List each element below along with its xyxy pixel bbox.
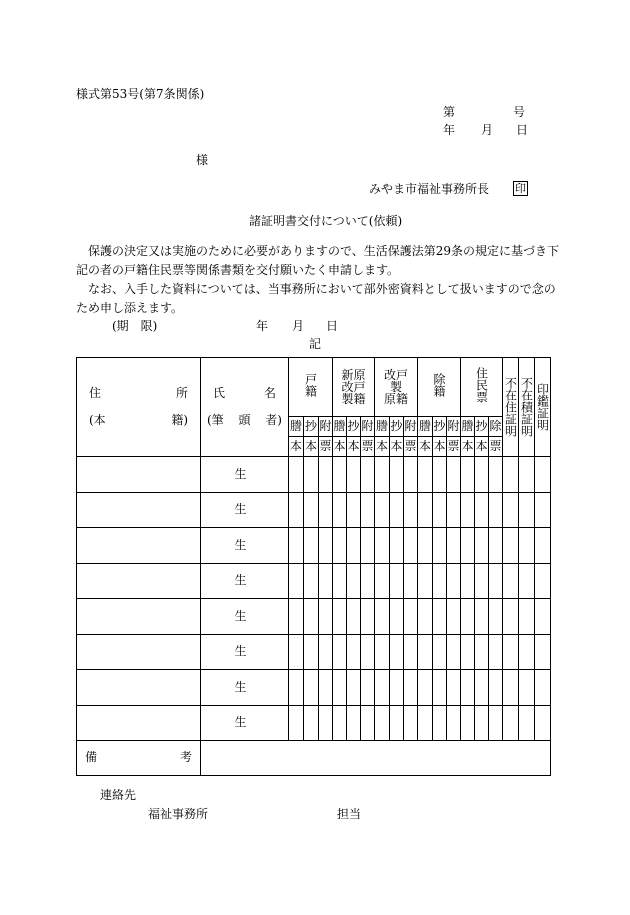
check-cell[interactable] [404,563,418,599]
check-cell[interactable] [503,457,519,493]
check-cell[interactable] [347,705,361,741]
table-row [77,634,551,670]
remarks-label: 備 考 [77,741,201,776]
check-cell[interactable] [390,705,404,741]
check-cell[interactable] [390,670,404,706]
date-day: 日 [516,123,529,137]
check-cell[interactable] [489,563,503,599]
check-cell[interactable] [347,563,361,599]
deadline-day: 日 [326,319,339,333]
check-cell[interactable] [489,705,503,741]
check-cell[interactable] [289,563,304,599]
check-cell[interactable] [519,492,535,528]
doc-no-suffix: 号 [513,105,526,119]
address-cell[interactable] [77,599,201,635]
check-cell[interactable] [404,599,418,635]
check-cell[interactable] [475,528,489,564]
check-cell[interactable] [489,634,503,670]
check-cell[interactable] [404,528,418,564]
check-cell[interactable] [519,599,535,635]
sub-header: 附 [447,417,461,437]
check-cell[interactable] [289,670,304,706]
check-cell[interactable] [461,457,475,493]
document-title: 諸証明書交付について(依頼) [249,214,403,228]
check-cell[interactable] [447,492,461,528]
check-cell[interactable] [461,670,475,706]
check-cell[interactable] [375,457,390,493]
birth-mark: 生 [234,502,247,517]
check-cell[interactable] [390,492,404,528]
check-cell[interactable] [418,599,433,635]
check-cell[interactable] [375,599,390,635]
check-cell[interactable] [418,634,433,670]
contact-office: 福祉事務所 [148,807,209,821]
table-row [77,457,551,493]
joseki-header: 除籍 [418,358,461,417]
check-cell[interactable] [475,670,489,706]
name-header: 氏 名 (筆 頭 者) [201,358,289,457]
check-cell[interactable] [319,457,333,493]
check-cell[interactable] [375,528,390,564]
check-cell[interactable] [418,492,433,528]
check-cell[interactable] [535,457,551,493]
seal-mark: 印 [515,182,526,195]
check-cell[interactable] [404,492,418,528]
check-cell[interactable] [418,457,433,493]
check-cell[interactable] [319,634,333,670]
date-year: 年 [443,123,456,137]
check-cell[interactable] [489,457,503,493]
check-cell[interactable] [447,599,461,635]
check-cell[interactable] [390,528,404,564]
check-cell[interactable] [433,563,447,599]
sub-header: 謄 [289,417,304,437]
birth-mark: 生 [234,644,247,659]
name-cell[interactable] [201,492,289,528]
check-cell[interactable] [519,670,535,706]
contact-tanto: 担当 [337,807,362,821]
sub-header: 謄 [333,417,347,437]
check-cell[interactable] [333,634,347,670]
table-row [77,563,551,599]
check-cell[interactable] [418,563,433,599]
sub-header: 謄 [418,417,433,437]
table-row [77,492,551,528]
date-month: 月 [481,123,494,137]
check-cell[interactable] [433,705,447,741]
check-cell[interactable] [361,599,375,635]
sub-header: 謄 [461,417,475,437]
name-cell[interactable] [201,563,289,599]
check-cell[interactable] [333,599,347,635]
check-cell[interactable] [461,563,475,599]
birth-mark: 生 [234,679,247,694]
check-cell[interactable] [503,563,519,599]
sub-header: 謄 [375,417,390,437]
check-cell[interactable] [503,634,519,670]
sub-header: 票 [319,437,333,457]
check-cell[interactable] [319,492,333,528]
name-cell[interactable] [201,599,289,635]
sub-header: 本 [304,437,319,457]
check-cell[interactable] [333,563,347,599]
check-cell[interactable] [489,492,503,528]
deadline-month: 月 [292,319,305,333]
check-cell[interactable] [475,634,489,670]
check-cell[interactable] [535,599,551,635]
check-cell[interactable] [461,528,475,564]
form-number: 様式第53号(第7条関係) [76,87,205,101]
kaisei-header: 改戸 製 原籍 [375,358,418,417]
check-cell[interactable] [375,563,390,599]
check-cell[interactable] [333,705,347,741]
deadline-year: 年 [256,319,269,333]
sub-header: 本 [418,437,433,457]
check-cell[interactable] [519,563,535,599]
check-cell[interactable] [475,563,489,599]
check-cell[interactable] [475,457,489,493]
check-cell[interactable] [489,670,503,706]
birth-mark: 生 [234,537,247,552]
check-cell[interactable] [289,599,304,635]
name-cell[interactable] [201,457,289,493]
check-cell[interactable] [333,670,347,706]
check-cell[interactable] [475,492,489,528]
check-cell[interactable] [361,670,375,706]
check-cell[interactable] [333,528,347,564]
check-cell[interactable] [433,670,447,706]
check-cell[interactable] [519,528,535,564]
check-cell[interactable] [503,705,519,741]
check-cell[interactable] [304,670,319,706]
check-cell[interactable] [418,670,433,706]
address-header: 住 所 (本 籍) [77,358,201,457]
check-cell[interactable] [375,705,390,741]
check-cell[interactable] [418,705,433,741]
check-cell[interactable] [433,599,447,635]
addressee-suffix: 様 [196,153,209,167]
check-cell[interactable] [289,457,304,493]
sub-header: 附 [404,417,418,437]
check-cell[interactable] [289,705,304,741]
check-cell[interactable] [304,634,319,670]
name-cell[interactable] [201,670,289,706]
table-row [77,670,551,706]
check-cell[interactable] [503,599,519,635]
check-cell[interactable] [489,599,503,635]
check-cell[interactable] [375,670,390,706]
check-cell[interactable] [319,670,333,706]
check-cell[interactable] [404,457,418,493]
table-row [77,599,551,635]
check-cell[interactable] [390,563,404,599]
sub-header: 本 [289,437,304,457]
check-cell[interactable] [447,457,461,493]
check-cell[interactable] [390,599,404,635]
sub-header: 本 [390,437,404,457]
paragraph-1-line-1: 保護の決定又は実施のために必要がありますので、生活保護法第29条の規定に基づき下 [88,244,560,258]
check-cell[interactable] [535,634,551,670]
check-cell[interactable] [461,492,475,528]
check-cell[interactable] [347,634,361,670]
name-cell[interactable] [201,705,289,741]
check-cell[interactable] [304,563,319,599]
check-cell[interactable] [361,563,375,599]
sub-header: 本 [475,437,489,457]
juminhyo-header: 住民票 [461,358,503,417]
check-cell[interactable] [535,563,551,599]
check-cell[interactable] [304,705,319,741]
check-cell[interactable] [361,528,375,564]
inkan-header: 印鑑証明 [535,358,551,457]
check-cell[interactable] [535,705,551,741]
birth-mark: 生 [234,715,247,730]
address-cell[interactable] [77,634,201,670]
check-cell[interactable] [433,634,447,670]
check-cell[interactable] [489,528,503,564]
check-cell[interactable] [347,492,361,528]
check-cell[interactable] [347,599,361,635]
paragraph-2-line-1: なお、入手した資料については、当事務所において部外密資料として扱いますので念の [88,282,556,296]
fuzai-seki-header: 不在積証明 [519,358,535,457]
check-cell[interactable] [361,634,375,670]
check-cell[interactable] [333,457,347,493]
check-cell[interactable] [404,634,418,670]
check-cell[interactable] [304,599,319,635]
check-cell[interactable] [375,634,390,670]
check-cell[interactable] [503,492,519,528]
sub-header: 本 [433,437,447,457]
fuzai-juusho-header: 不在住証明 [503,358,519,457]
birth-mark: 生 [234,608,247,623]
check-cell[interactable] [535,528,551,564]
check-cell[interactable] [447,634,461,670]
contact-label: 連絡先 [100,788,137,802]
check-cell[interactable] [361,492,375,528]
address-cell[interactable] [77,457,201,493]
check-cell[interactable] [347,670,361,706]
table-row [77,705,551,741]
check-cell[interactable] [519,457,535,493]
check-cell[interactable] [333,492,347,528]
check-cell[interactable] [347,528,361,564]
check-cell[interactable] [535,670,551,706]
check-cell[interactable] [461,634,475,670]
deadline-label: (期 限) [112,319,158,333]
check-cell[interactable] [390,457,404,493]
check-cell[interactable] [289,528,304,564]
sub-header: 本 [375,437,390,457]
check-cell[interactable] [347,457,361,493]
check-cell[interactable] [418,528,433,564]
shingen-header: 新原 改戸 製籍 [333,358,375,417]
check-cell[interactable] [361,457,375,493]
check-cell[interactable] [475,705,489,741]
certificate-table [76,357,551,776]
sender-name: みやま市福祉事務所長 [369,182,490,196]
check-cell[interactable] [519,634,535,670]
sub-header: 本 [461,437,475,457]
check-cell[interactable] [304,492,319,528]
check-cell[interactable] [461,705,475,741]
sub-header: 抄 [347,417,361,437]
birth-mark: 生 [234,573,247,588]
sub-header: 除 [489,417,503,437]
check-cell[interactable] [361,705,375,741]
check-cell[interactable] [447,705,461,741]
name-cell[interactable] [201,528,289,564]
sub-header: 本 [347,437,361,457]
address-cell[interactable] [77,492,201,528]
paragraph-1-line-2: 記の者の戸籍住民票等関係書類を交付願いたく申請します。 [76,263,400,277]
koseki-header: 戸籍 [289,358,333,417]
sub-header: 本 [333,437,347,457]
sub-header: 抄 [433,417,447,437]
address-cell[interactable] [77,528,201,564]
check-cell[interactable] [433,457,447,493]
birth-mark: 生 [234,466,247,481]
sub-header: 票 [489,437,503,457]
name-cell[interactable] [201,634,289,670]
check-cell[interactable] [319,563,333,599]
paragraph-2-line-2: ため申し添えます。 [76,301,184,315]
address-cell[interactable] [77,563,201,599]
sub-header: 票 [361,437,375,457]
address-cell[interactable] [77,705,201,741]
check-cell[interactable] [433,528,447,564]
sub-header: 抄 [475,417,489,437]
check-cell[interactable] [447,670,461,706]
check-cell[interactable] [433,492,447,528]
check-cell[interactable] [319,705,333,741]
check-cell[interactable] [289,492,304,528]
check-cell[interactable] [319,599,333,635]
check-cell[interactable] [404,670,418,706]
check-cell[interactable] [319,528,333,564]
sub-header: 票 [404,437,418,457]
check-cell[interactable] [289,634,304,670]
ki-label: 記 [309,337,322,351]
check-cell[interactable] [447,528,461,564]
sub-header: 票 [447,437,461,457]
sub-header: 抄 [304,417,319,437]
check-cell[interactable] [447,563,461,599]
check-cell[interactable] [390,634,404,670]
check-cell[interactable] [519,705,535,741]
sub-header: 抄 [390,417,404,437]
table-row [77,528,551,564]
doc-no-prefix: 第 [443,105,456,119]
check-cell[interactable] [535,492,551,528]
address-cell[interactable] [77,670,201,706]
check-cell[interactable] [461,599,475,635]
check-cell[interactable] [404,705,418,741]
remarks-field[interactable] [201,741,551,776]
sub-header: 附 [361,417,375,437]
check-cell[interactable] [375,492,390,528]
sub-header: 附 [319,417,333,437]
check-cell[interactable] [503,528,519,564]
check-cell[interactable] [503,670,519,706]
check-cell[interactable] [304,457,319,493]
check-cell[interactable] [475,599,489,635]
check-cell[interactable] [304,528,319,564]
